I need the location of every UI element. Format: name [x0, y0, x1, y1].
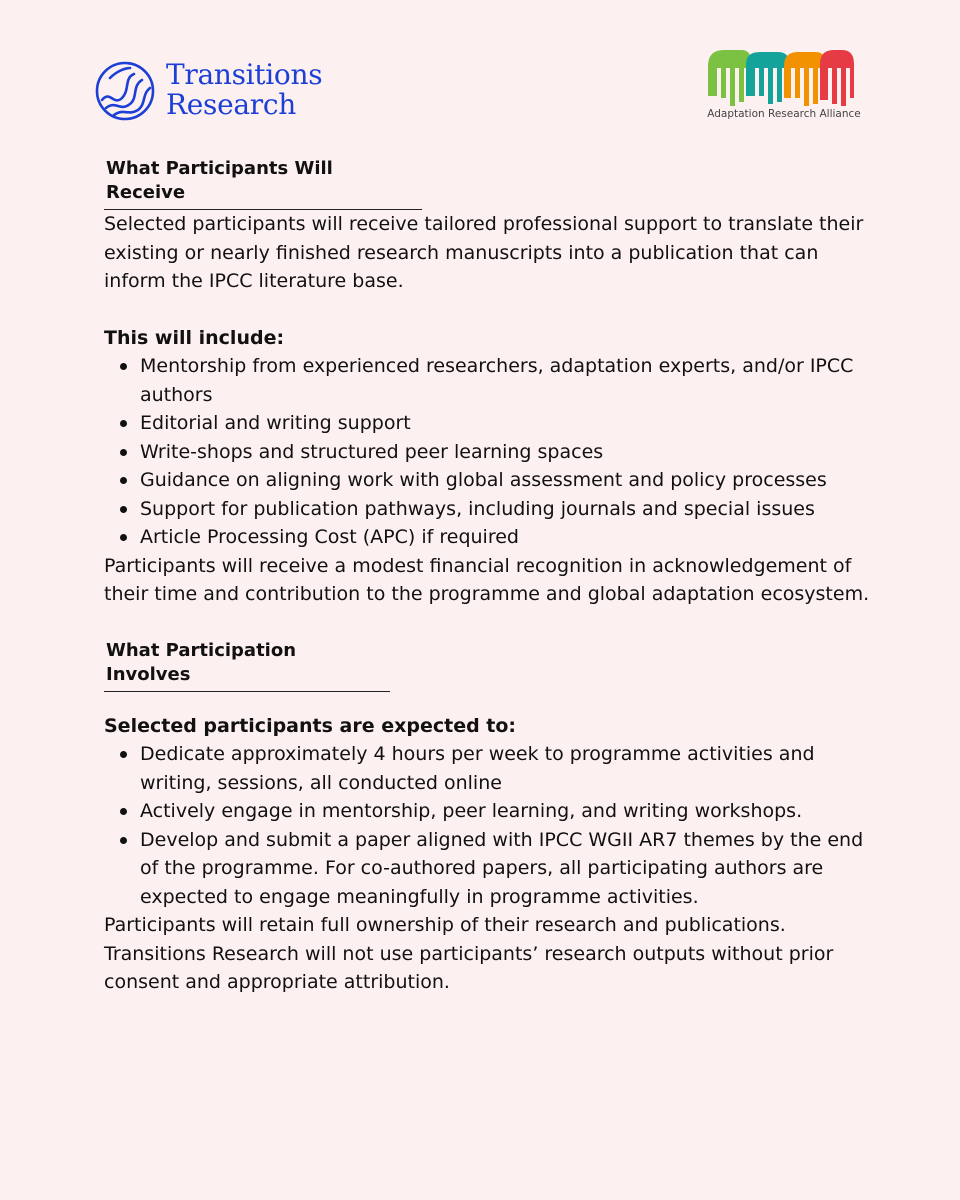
ownership-text: Participants will retain full ownership of their research and publications. Transitions Research will not use participants’ research outputs without prior consent and appropriate attribution.	[104, 914, 834, 993]
list-item: Article Processing Cost (APC) if required	[140, 523, 874, 552]
list-item: Editorial and writing support	[140, 409, 874, 438]
adaptation-research-alliance-logo	[698, 46, 870, 126]
receive-intro: Selected participants will receive tailored professional support to translate their existing or nearly finished research manuscripts into a publication that can inform the IPCC literature base.	[104, 213, 864, 292]
list-item: Support for publication pathways, including journals and special issues	[140, 495, 874, 524]
list-item: Actively engage in mentorship, peer learning, and writing workshops.	[140, 797, 874, 826]
transitions-research-logo-icon	[94, 60, 156, 122]
transitions-research-wordmark	[166, 60, 322, 120]
tr-logo-line1: Transitions	[166, 58, 323, 91]
expected-label: Selected participants are expected to:	[104, 714, 517, 737]
include-label: This will include:	[104, 326, 285, 349]
list-item: Write-shops and structured peer learning spaces	[140, 438, 874, 467]
receive-heading: What Participants Will Receive	[104, 153, 422, 210]
main-content	[104, 150, 874, 997]
list-item: Develop and submit a paper aligned with IPCC WGII AR7 themes by the end of the programme. For co-authored papers, all participating authors are expected to engage meaningfully in programme activities.	[140, 826, 874, 912]
expected-list	[104, 740, 874, 911]
list-item: Guidance on aligning work with global assessment and policy processes	[140, 466, 874, 495]
tr-logo-line2: Research	[166, 88, 296, 121]
financial-recognition-text: Participants will receive a modest financial recognition in acknowledgement of their time and contribution to the programme and global adaptation ecosystem.	[104, 554, 870, 605]
include-list	[104, 352, 874, 552]
ara-hands-icon	[706, 46, 856, 110]
involves-heading: What Participation Involves	[104, 635, 390, 692]
ara-logo-name: Adaptation Research Alliance	[707, 108, 861, 120]
list-item: Dedicate approximately 4 hours per week to programme activities and writing, sessions, all conducted online	[140, 740, 874, 797]
transitions-research-logo	[94, 60, 334, 126]
list-item: Mentorship from experienced researchers, adaptation experts, and/or IPCC authors	[140, 352, 874, 409]
